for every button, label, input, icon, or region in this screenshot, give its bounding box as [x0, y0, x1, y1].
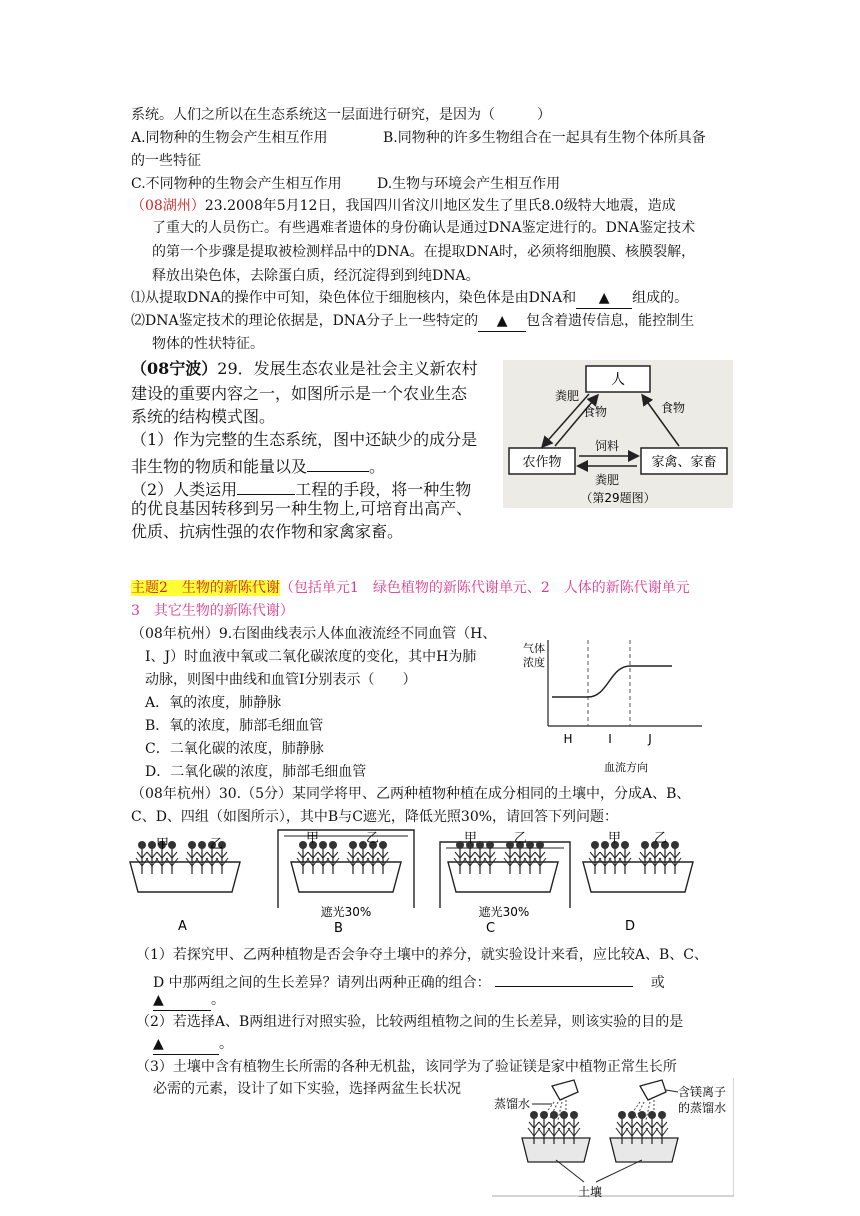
q29-sub2-text: （2）人类运用 [131, 480, 238, 499]
q30-sub2-b [153, 1034, 233, 1055]
label-jia: 甲 [464, 831, 478, 846]
pot-c [448, 841, 558, 892]
q9-line3: 动脉，则图中曲线和血管I分别表示（ ） [145, 672, 417, 688]
q9-option-c: C．二氧化碳的浓度，肺静脉 [145, 741, 324, 757]
q23-source: （08湖州） [131, 198, 205, 214]
feed-label: 饲料 [595, 439, 620, 453]
person-label: 人 [611, 372, 625, 388]
manure-label-2: 粪肥 [595, 473, 620, 487]
soil-pointer-left [556, 1160, 584, 1182]
topic-desc: （包括单元1 绿色植物的新陈代谢单元、2 人体的新陈代谢单元 [279, 580, 690, 596]
magnesium-experiment-figure [492, 1078, 734, 1200]
q29-line1 [131, 357, 478, 381]
q29-source: （08宁波） [131, 359, 218, 378]
q23-sub2-cont: 物体的性状特征。 [152, 336, 264, 352]
q9-option-b: B．氧的浓度，肺部毛细血管 [145, 718, 324, 734]
answer-blank[interactable]: ▲ [153, 1034, 219, 1055]
plant-pots-figure [128, 826, 696, 938]
shade-label-b: 遮光30% [320, 905, 372, 919]
topic-desc-cont: 3 其它生物的新陈代谢） [131, 603, 294, 619]
q29-text: 29．发展生态农业是社会主义新农村 [217, 359, 478, 378]
q9-option-a: A．氧的浓度，肺静脉 [145, 695, 282, 711]
q23-sub1-tail: 组成的。 [632, 290, 689, 306]
agro-ecosystem-diagram [503, 360, 733, 508]
topic-title: 主题2 生物的新陈代谢 [131, 580, 280, 596]
q30-sub3-b: 必需的元素，设计了如下实验，选择两盆生长状况 [153, 1081, 461, 1097]
pot-b [291, 841, 401, 892]
q30-line1: （08年杭州）30.（5分）某同学将甲、乙两种植物种植在成分相同的土壤中，分成A、B、 [131, 786, 691, 802]
option-b: B.同物种的许多生物组合在一起具有生物个体所具备 [383, 130, 706, 146]
q30-sub2-a: （2）若选择A、B两组进行对照实验，比较两组植物之间的生长差异，则该实验的目的是 [136, 1014, 684, 1030]
label-j: J [648, 732, 652, 746]
pot-a [130, 841, 240, 892]
q23-line2: 了重大的人员伤亡。有些遇难者遗体的身份确认是通过DNA鉴定进行的。DNA鉴定技术 [152, 220, 696, 236]
label-h: H [563, 732, 573, 746]
soil-label: 土壤 [578, 1185, 603, 1199]
y-axis-label: 气体浓度 [523, 642, 545, 669]
label-pointer [666, 1090, 678, 1092]
label-yi: 乙 [654, 831, 668, 846]
livestock-label: 家禽、家畜 [651, 455, 717, 470]
q9-line2: I、J）时血液中氧或二氧化碳浓度的变化，其中H为肺 [145, 649, 477, 665]
q9-option-d: D．二氧化碳的浓度，肺部毛细血管 [145, 764, 367, 780]
blood-gas-graph [522, 628, 712, 778]
distilled-water-label: 蒸馏水 [494, 1097, 531, 1111]
concentration-curve [552, 666, 672, 697]
q29-sub2-tail: 工程的手段，将一种生物 [295, 480, 472, 499]
q29-line3: 系统的结构模式图。 [131, 407, 276, 426]
pot-d [583, 841, 693, 892]
q29-sub2-c: 的优良基因转移到另一种生物上,可培育出高产、 [131, 499, 473, 518]
q29-sub2-d: 优质、抗病性强的农作物和家禽家畜。 [131, 522, 404, 541]
food-label-2: 食物 [661, 401, 686, 415]
q23-sub1-text: ⑴从提取DNA的操作中可知，染色体位于细胞核内，染色体是由DNA和 [131, 290, 577, 306]
q23-sub1 [131, 288, 688, 309]
q23-line1 [131, 196, 676, 216]
group-label-c: C [486, 921, 496, 936]
answer-blank[interactable]: ▲ [576, 288, 632, 309]
q23-sub2 [131, 311, 694, 332]
figure-caption: （第29题图） [580, 491, 656, 505]
label-jia: 甲 [608, 831, 622, 846]
topic-heading [131, 578, 690, 598]
watering-can-2 [640, 1080, 666, 1100]
option-b-continued: 的一些特征 [131, 153, 201, 169]
x-axis-label: 血流方向 [604, 761, 648, 774]
shade-label-c: 遮光30% [478, 905, 530, 919]
manure-label-1: 粪肥 [555, 389, 580, 403]
soil-pointer-right [596, 1160, 642, 1182]
question-stem: 系统。人们之所以在生态系统这一层面进行研究，是因为（ ） [131, 107, 551, 123]
q29-sub1-text: 非生物的物质和能量以及 [131, 457, 308, 476]
q30-sub3-a: （3）土壤中含有植物生长所需的各种无机盐，该同学为了验证镁是家中植物正常生长所 [136, 1059, 677, 1075]
label-jia: 甲 [156, 837, 170, 852]
answer-blank[interactable] [495, 968, 633, 987]
q23-line4: 释放出染色体，去除蛋白质，经沉淀得到到纯DNA。 [152, 268, 480, 284]
mg-water-label-2: 的蒸馏水 [678, 1101, 727, 1115]
q9-line1: （08年杭州）9.右图曲线表示人体血液流经不同血管（H、 [131, 626, 497, 642]
q23-sub2-text: ⑵DNA鉴定技术的理论依据是，DNA分子上一些特定的 [131, 313, 479, 329]
answer-blank[interactable] [307, 451, 369, 472]
group-label-d: D [625, 919, 636, 934]
label-yi: 乙 [210, 837, 224, 852]
q30-sub1-a: （1）若探究甲、乙两种植物是否会争夺土壤中的养分，就实验设计来看，应比较A、B、C、 [136, 947, 709, 963]
q29-line2: 建设的重要内容之一，如图所示是一个农业生态 [131, 384, 468, 403]
answer-blank[interactable]: ▲ [478, 311, 526, 332]
q30-sub1-text: D 中那两组之间的生长差异？请列出两种正确的组合： [153, 975, 491, 991]
watering-can-1 [552, 1080, 578, 1100]
group-label-a: A [178, 919, 187, 934]
q29-sub1-a: （1）作为完整的生态系统，图中还缺少的成分是 [131, 430, 478, 449]
option-c: C.不同物种的生物会产生相互作用 [131, 176, 342, 192]
q30-sub1-c [153, 990, 225, 1011]
food-label-1: 食物 [583, 405, 608, 419]
q30-sub1-b [153, 968, 665, 993]
q30-line2: C、D、四组（如图所示），其中B与C遮光，降低光照30%，请回答下列问题： [131, 809, 619, 825]
pot-left [522, 1111, 590, 1162]
label-yi: 乙 [514, 831, 528, 846]
option-a: A.同物种的生物会产生相互作用 [131, 130, 328, 146]
q29-sub1-end: 。 [369, 457, 386, 476]
q23-line3: 的第一个步骤是提取被检测样品中的DNA。在提取DNA时，必须将细胞膜、核膜裂解， [152, 244, 696, 260]
q30-sub1-or: 或 [650, 975, 665, 991]
crops-label: 农作物 [522, 455, 562, 470]
answer-blank[interactable]: ▲ [153, 990, 211, 1011]
answer-blank[interactable] [237, 474, 295, 495]
q30-sub2-end: 。 [219, 1036, 233, 1052]
q30-sub1-end: 。 [211, 992, 225, 1008]
group-label-b: B [334, 921, 343, 936]
label-i: I [608, 732, 612, 746]
q23-sub2-tail: 包含着遗传信息，能控制生 [526, 313, 695, 329]
option-d: D.生物与环境会产生相互作用 [377, 176, 561, 192]
pot-right [610, 1111, 678, 1162]
label-yi: 乙 [366, 831, 380, 846]
label-jia: 甲 [306, 831, 320, 846]
q23-text: 23.2008年5月12日，我国四川省汶川地区发生了里氏8.0级特大地震，造成 [204, 198, 676, 214]
mg-water-label-1: 含镁离子 [678, 1085, 727, 1099]
